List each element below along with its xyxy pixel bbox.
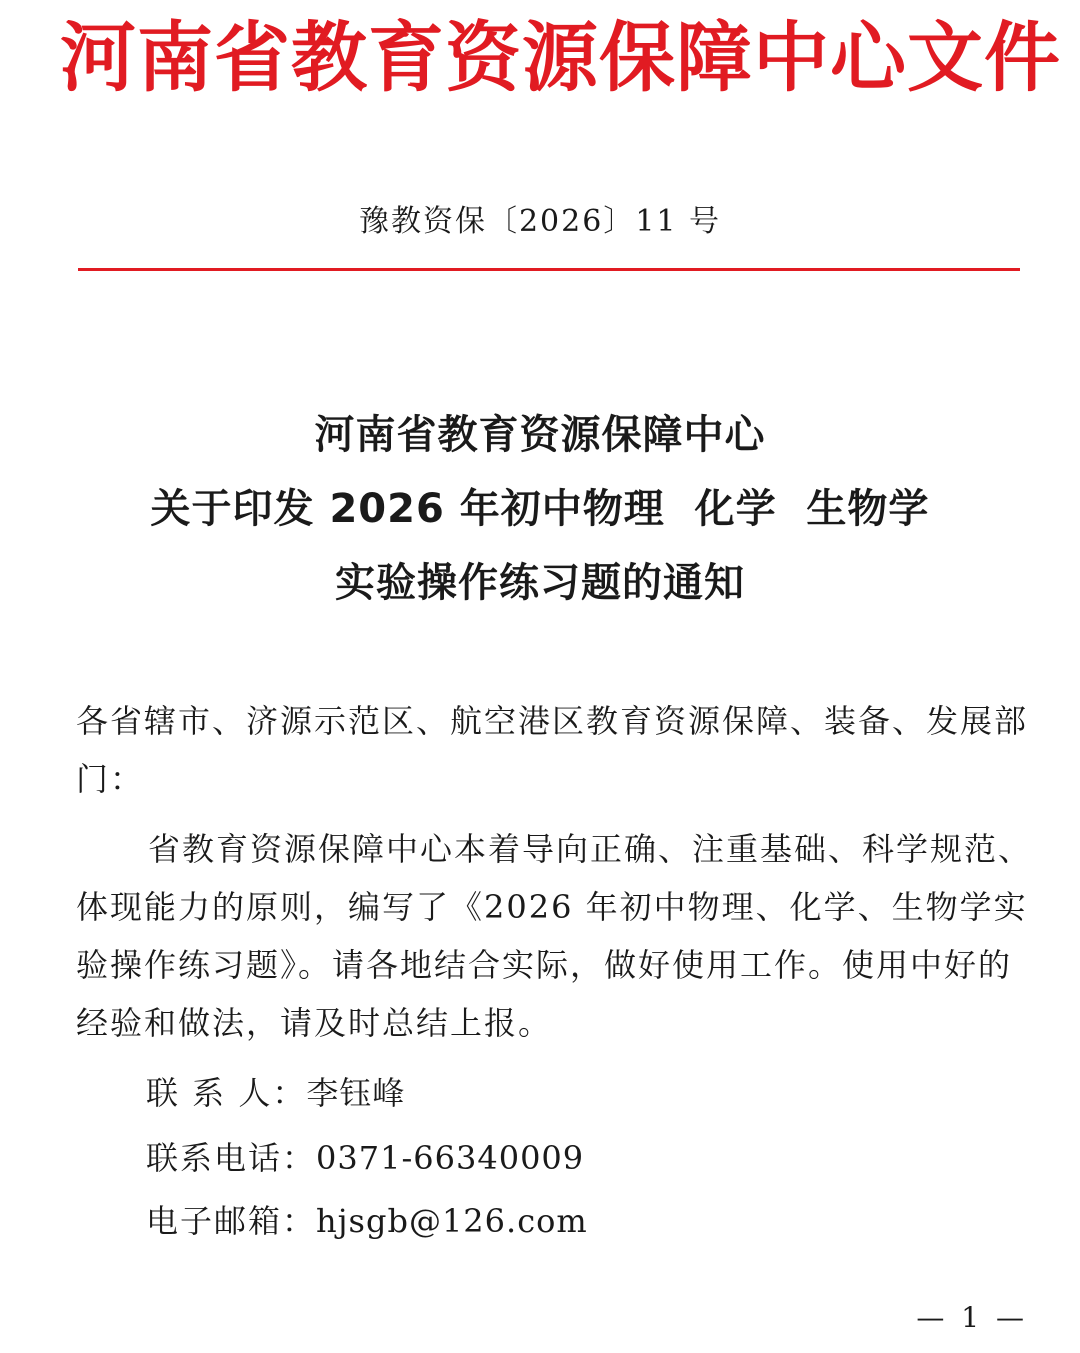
title-line-1: 河南省教育资源保障中心 xyxy=(314,412,766,458)
title-line-3: 实验操作练习题的通知 xyxy=(335,560,745,606)
title-line-2: 关于印发 2026 年初中物理 化学 生物学 xyxy=(150,486,930,532)
contact-email-label: 电子邮箱： xyxy=(146,1202,317,1240)
contact-phone-label: 联系电话： xyxy=(146,1139,317,1177)
contact-person-value: 李钰峰 xyxy=(306,1074,406,1112)
contact-email-value: hjsgb@126.com xyxy=(316,1202,588,1240)
document-number: 豫教资保〔2026〕11 号 xyxy=(358,204,722,239)
red-divider-rule xyxy=(78,268,1020,271)
page-number: — 1 — xyxy=(916,1301,1028,1334)
contact-phone-value: 0371-66340009 xyxy=(316,1139,585,1177)
notice-title xyxy=(0,398,1080,620)
contact-person xyxy=(146,1071,405,1115)
body-paragraph: 省教育资源保障中心本着导向正确、注重基础、科学规范、体现能力的原则，编写了《2026 年初中物理、化学、生物学实验操作练习题》。请各地结合实际，做好使用工作。使用中好的经验和做法，请及时总结上报。 xyxy=(76,830,1033,1042)
masthead-title: 河南省教育资源保障中心文件 xyxy=(60,13,1061,102)
contact-email xyxy=(146,1199,588,1243)
addressee: 各省辖市、济源示范区、航空港区教育资源保障、装备、发展部门： xyxy=(76,702,1029,798)
contact-phone xyxy=(146,1136,584,1180)
contact-person-label: 联 系 人： xyxy=(146,1074,307,1112)
